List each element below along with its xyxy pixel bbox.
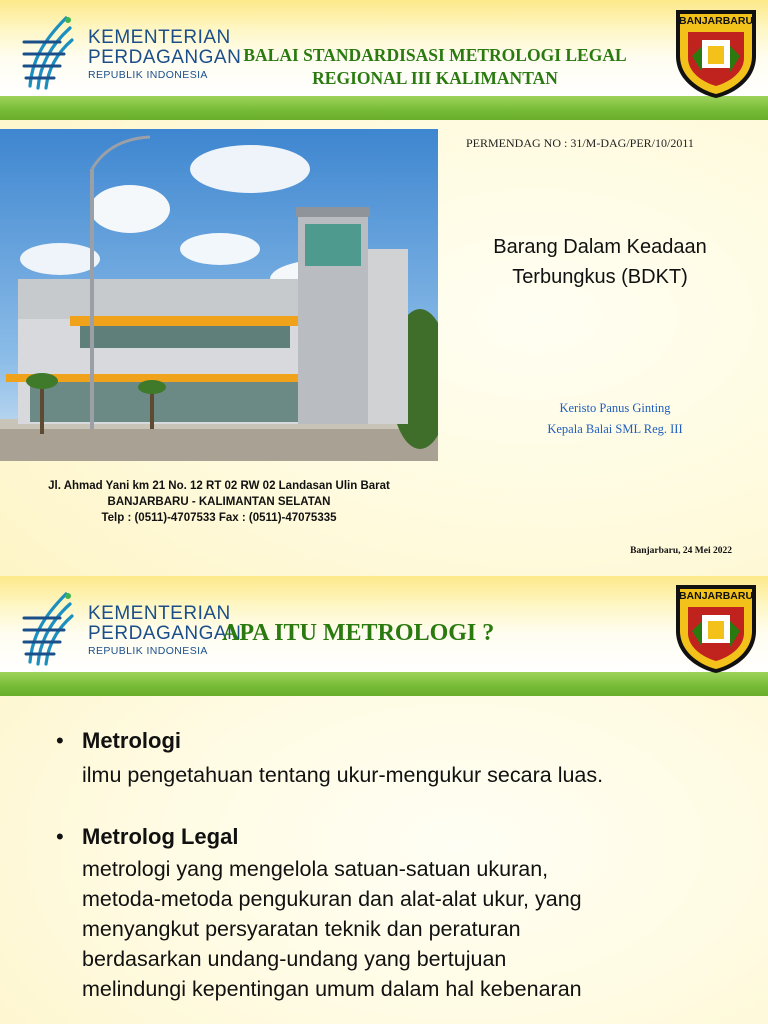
logo-line-2: PERDAGANGAN xyxy=(88,623,242,644)
building-image-icon xyxy=(0,129,438,461)
header-title-line-1: BALAI STANDARDISASI METROLOGI LEGAL xyxy=(243,45,627,65)
logo-line-3: REPUBLIK INDONESIA xyxy=(88,645,208,657)
definition-line: berdasarkan undang-undang yang bertujuan xyxy=(82,947,507,971)
definition-line: melindungi kepentingan umum dalam hal kebenaran xyxy=(82,977,582,1001)
logo-line-2: PERDAGANGAN xyxy=(88,47,242,68)
bullet-item xyxy=(56,728,746,754)
bullet-term: Metrolog Legal xyxy=(82,824,239,849)
emblem-label: BANJARBARU xyxy=(678,15,754,27)
presentation-title-line-2: Terbungkus (BDKT) xyxy=(512,266,688,288)
bullet-term: Metrologi xyxy=(82,728,181,753)
header-title xyxy=(205,44,665,90)
presentation-title-line-1: Barang Dalam Keadaan xyxy=(493,236,707,258)
author-position: Kepala Balai SML Reg. III xyxy=(547,422,683,436)
definition-line: ilmu pengetahuan tentang ukur-mengukur secara luas. xyxy=(82,763,604,787)
building-photo xyxy=(0,129,438,461)
header-green-bar xyxy=(0,96,768,120)
logo-line-1: KEMENTERIAN xyxy=(88,27,231,48)
logo-line-3: REPUBLIK INDONESIA xyxy=(88,69,208,81)
banjarbaru-emblem xyxy=(672,581,760,675)
address-line-1: Jl. Ahmad Yani km 21 No. 12 RT 02 RW 02 Landasan Ulin Barat xyxy=(48,480,390,492)
definition-line: metoda-metoda pengukuran dan alat-alat ukur, yang xyxy=(82,887,582,911)
address-line-2: BANJARBARU - KALIMANTAN SELATAN xyxy=(107,496,331,508)
logo-line-1: KEMENTERIAN xyxy=(88,603,231,624)
presentation-title xyxy=(445,232,755,292)
header-green-bar xyxy=(0,672,768,696)
emblem-label: BANJARBARU xyxy=(678,590,754,602)
header-title-line-2: REGIONAL III KALIMANTAN xyxy=(312,68,558,88)
definition-line: menyangkut persyaratan teknik dan peraturan xyxy=(82,917,521,941)
banjarbaru-emblem xyxy=(672,6,760,100)
kemendag-emblem-icon xyxy=(20,12,80,92)
author-info xyxy=(500,398,730,440)
bullet-dot: • xyxy=(56,728,64,753)
bullet-item xyxy=(56,824,746,850)
kementerian-logo xyxy=(20,588,242,668)
author-name: Keristo Panus Ginting xyxy=(559,401,671,415)
address-line-3: Telp : (0511)-4707533 Fax : (0511)-47075335 xyxy=(101,512,337,524)
bullet-definition xyxy=(82,854,746,1004)
slide-title: APA ITU METROLOGI ? xyxy=(222,620,495,646)
bullet-dot: • xyxy=(56,824,64,849)
definition-line: metrologi yang mengelola satuan-satuan ukuran, xyxy=(82,857,549,881)
permendag-number: PERMENDAG NO : 31/M-DAG/PER/10/2011 xyxy=(466,136,694,150)
slide-2 xyxy=(0,576,768,1024)
kementerian-logo xyxy=(20,12,242,92)
kemendag-emblem-icon xyxy=(20,588,80,668)
logo-text xyxy=(88,604,241,658)
bullet-definition xyxy=(82,760,746,790)
presentation-date: Banjarbaru, 24 Mei 2022 xyxy=(630,546,732,556)
office-address xyxy=(0,478,438,526)
bullet-content xyxy=(56,728,746,1004)
